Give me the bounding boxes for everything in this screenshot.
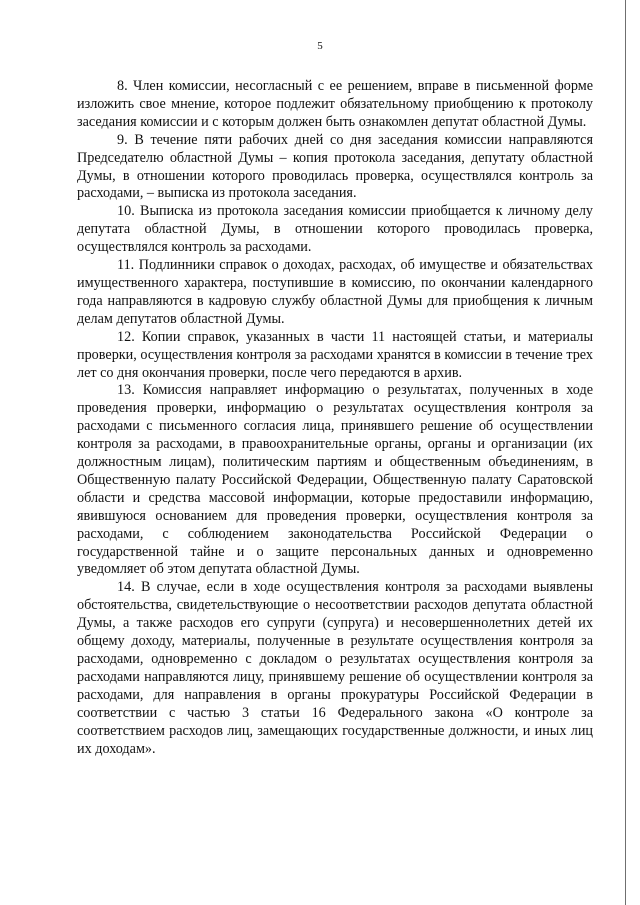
- paragraph-8: 8. Член комиссии, несогласный с ее решением, вправе в письменной форме изложить свое мнение, которое подлежит обязательному приобщению к протоколу заседания комиссии и с которым должен быть ознакомлен депутат областной Думы.: [77, 78, 593, 130]
- page-number: 5: [317, 40, 323, 52]
- document-body: [77, 78, 593, 758]
- paragraph-9: 9. В течение пяти рабочих дней со дня заседания комиссии направляются Председателю областной Думы – копия протокола заседания, депутату областной Думы, в отношении которого проводилась проверка, осуществлялся контроль за расходами, – выписка из протокола заседания.: [77, 131, 593, 202]
- paragraph-14: 14. В случае, если в ходе осуществления контроля за расходами выявлены обстоятельства, свидетельствующие о несоответствии расходов депутата областной Думы, а также расходов его супруги (супруга) и несовершеннолетних детей их общему доходу, материалы, полученные в результате осуществления контроля за расходами, одновременно с докладом о результатах осуществления контроля за расходами направляются лицу, принявшему решение об осуществлении контроля за расходами, для направления в органы прокуратуры Российской Федерации в соответствии с частью 3 статьи 16 Федерального закона «О контроле за соответствием расходов лиц, замещающих государственные должности, и иных лиц их доходам».: [77, 579, 593, 757]
- paragraph-10: 10. Выписка из протокола заседания комиссии приобщается к личному делу депутата областной Думы, в отношении которого проводилась проверка, осуществлялся контроль за расходами.: [77, 203, 593, 256]
- page-edge-line: [625, 0, 626, 905]
- paragraph-12: 12. Копии справок, указанных в части 11 настоящей статьи, и материалы проверки, осуществления контроля за расходами хранятся в комиссии в течение трех лет со дня окончания проверки, после чего передаются в архив.: [77, 328, 593, 381]
- paragraph-13: 13. Комиссия направляет информацию о результатах, полученных в ходе проведения проверки, информацию о результатах осуществления контроля за расходами с письменного согласия лица, принявшего решение об осуществлении контроля за расходами, в правоохранительные органы, органы и организации (их должностным лицам), политическим партиям и общественным объединениям, в Общественную палату Российской Федерации, Общественную палату Саратовской области и средства массовой информации, которые предоставили информацию, явившуюся основанием для проведения проверки, осуществления контроля за расходами, с соблюдением законодательства Российской Федерации о государственной тайне и о защите персональных данных и одновременно уведомляет об этом депутата областной Думы.: [77, 382, 593, 578]
- paragraph-11: 11. Подлинники справок о доходах, расходах, об имуществе и обязательствах имущественного характера, поступившие в комиссию, по окончании календарного года направляются в кадровую службу областной Думы для приобщения к личным делам депутатов областной Думы.: [77, 257, 593, 327]
